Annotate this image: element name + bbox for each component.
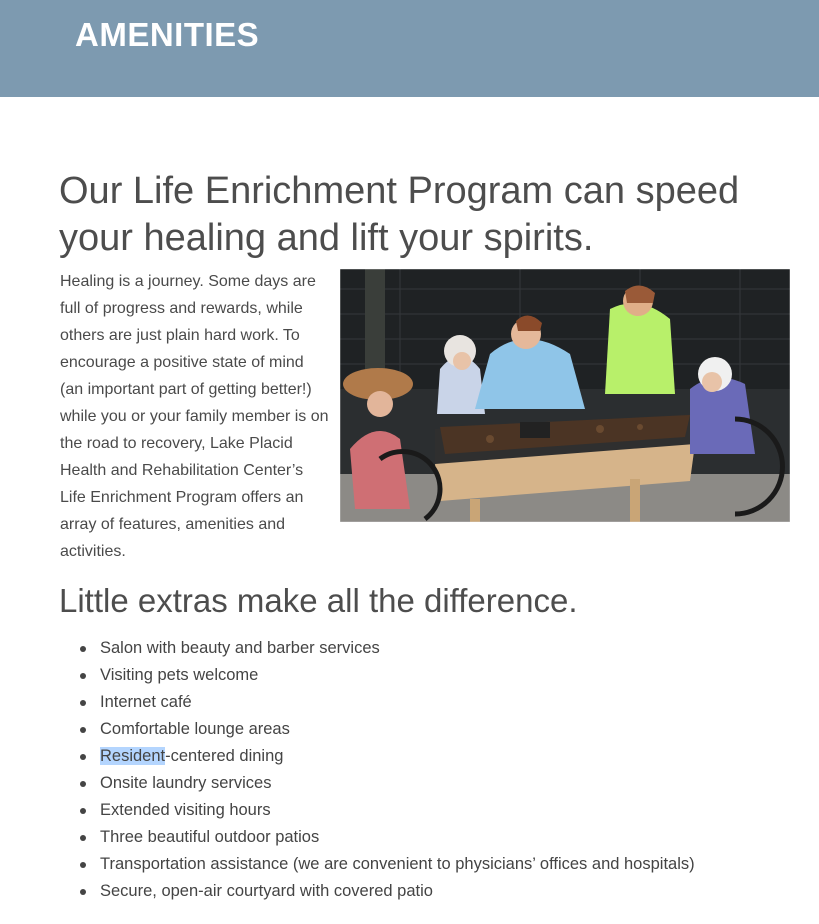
text-selection-highlight: Resident — [100, 747, 166, 765]
bullet-icon — [80, 862, 86, 868]
amenities-list — [60, 635, 695, 905]
photo-wrap-spacer — [330, 268, 390, 530]
photo-illustration — [340, 269, 790, 522]
bullet-icon — [80, 754, 86, 760]
list-item: Internet café — [60, 689, 695, 716]
list-item: Three beautiful outdoor patios — [60, 824, 695, 851]
bullet-icon — [80, 835, 86, 841]
banner-title: AMENITIES — [75, 16, 260, 53]
bullet-icon — [80, 673, 86, 679]
bullet-icon — [80, 781, 86, 787]
bullet-icon — [80, 646, 86, 652]
bullet-icon — [80, 700, 86, 706]
intro-paragraph — [60, 268, 390, 565]
bullet-icon — [80, 727, 86, 733]
bullet-icon — [80, 889, 86, 895]
list-item: Onsite laundry services — [60, 770, 695, 797]
section-subheading: Little extras make all the difference. — [59, 582, 578, 619]
gardening-activity-photo — [340, 269, 790, 522]
page-headline: Our Life Enrichment Program can speed your healing and lift your spirits. — [59, 170, 740, 259]
list-item: Comfortable lounge areas — [60, 716, 695, 743]
list-item: Visiting pets welcome — [60, 662, 695, 689]
list-item: Secure, open-air courtyard with covered patio — [60, 878, 695, 905]
list-item: Salon with beauty and barber services — [60, 635, 695, 662]
intro-text: Healing is a journey. Some days are full of progress and rewards, while others are just plain hard work. To encourage a positive state of mind (an important part of getting better!) while you or your family member is on the road to recovery, Lake Placid Health and Rehabilitation Center’s Life Enrichment Program offers an array of features, amenities and activities. — [60, 273, 329, 560]
header-banner — [0, 0, 819, 97]
list-item: Extended visiting hours — [60, 797, 695, 824]
list-item: Resident-centered dining — [60, 743, 695, 770]
bullet-icon — [80, 808, 86, 814]
list-item: Transportation assistance (we are convenient to physicians’ offices and hospitals) — [60, 851, 695, 878]
